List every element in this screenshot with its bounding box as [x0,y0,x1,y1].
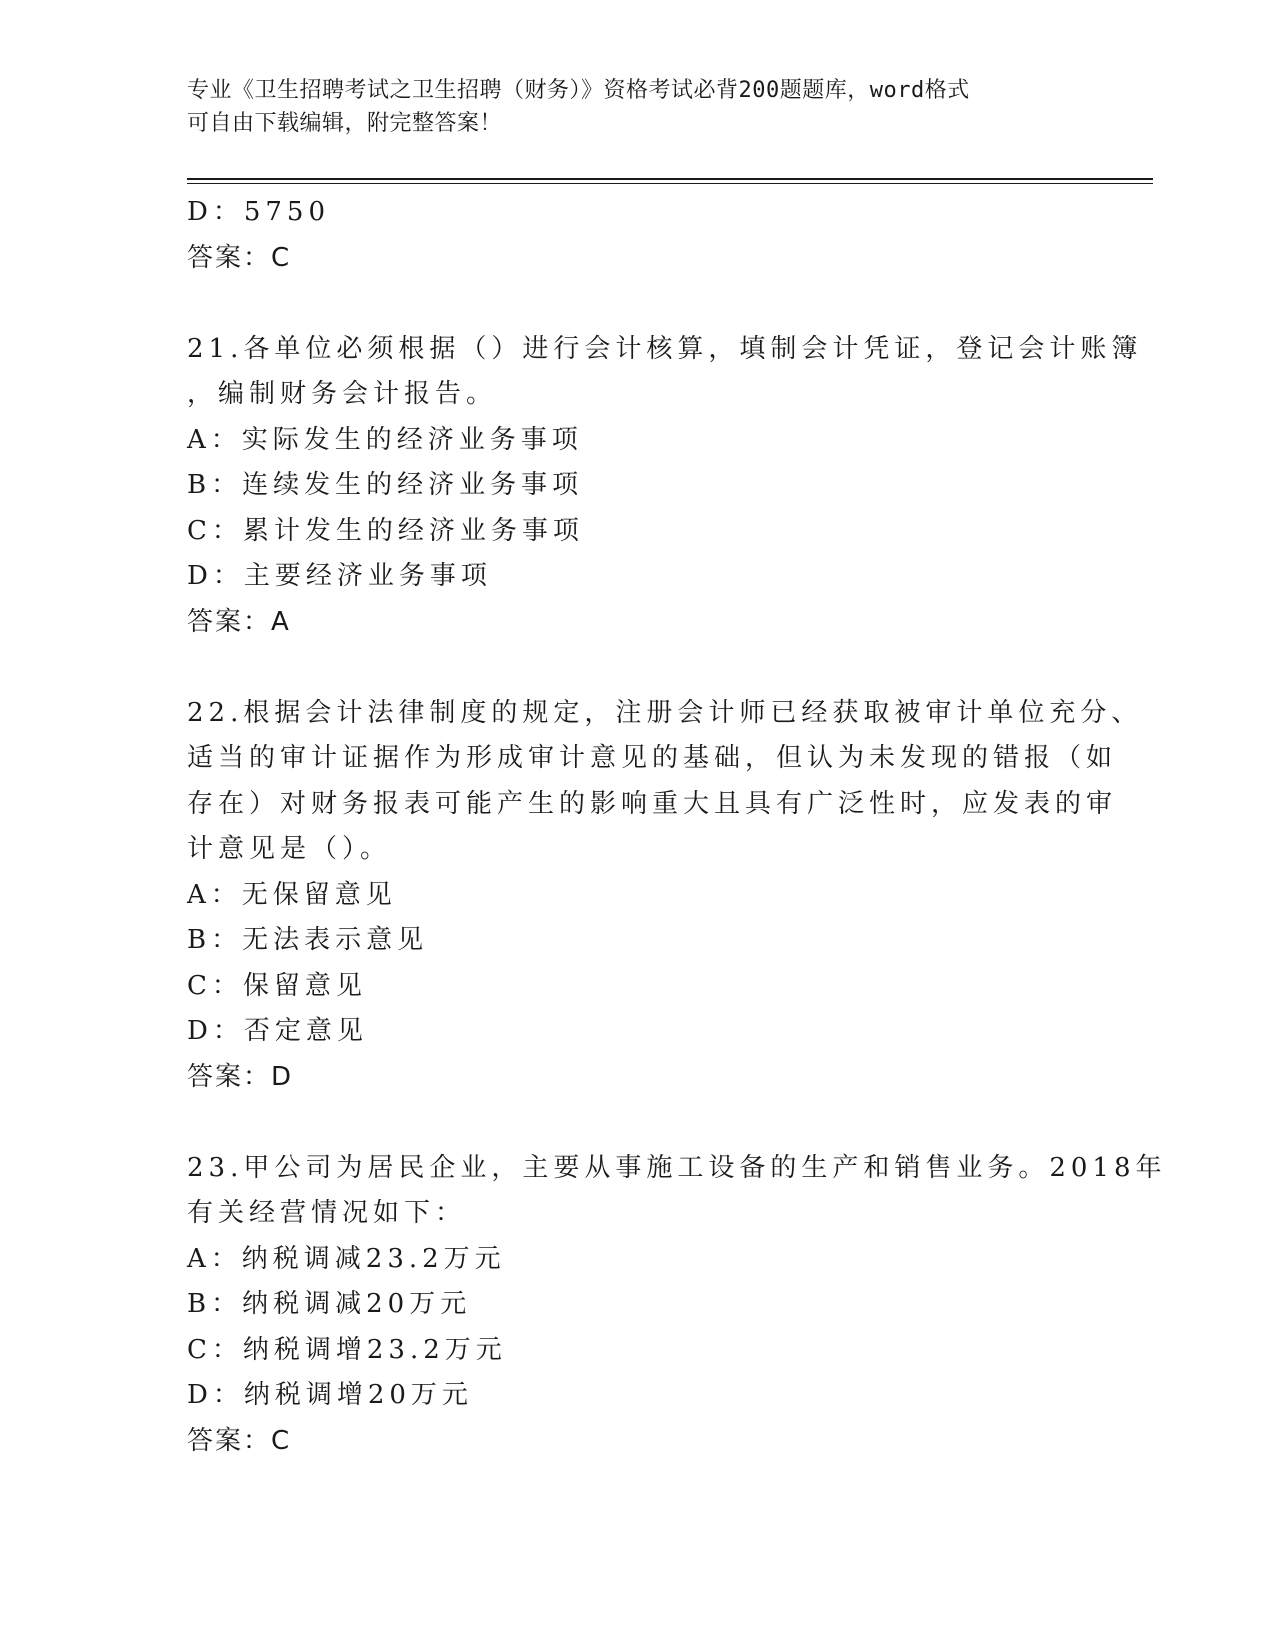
option-c: C：保留意见 [187,970,367,1001]
answer-line: 答案：C [187,1425,292,1456]
question-stem-line: ，编制财务会计报告。 [187,379,498,409]
option-d: D：5750 [187,197,331,227]
option-c: C：纳税调增23.2万元 [187,1334,507,1365]
answer-line: 答案：D [187,1061,294,1092]
option-b: B：无法表示意见 [187,925,429,955]
question-list [187,190,1167,1464]
header-rule-thin [187,183,1153,184]
question-stem-line: 22.根据会计法律制度的规定，注册会计师已经获取被审计单位充分、 [187,697,1143,728]
option-d: D：纳税调增20万元 [187,1380,473,1410]
question-stem-line: 23.甲公司为居民企业，主要从事施工设备的生产和销售业务。2018年 [187,1152,1167,1183]
option-a: A：实际发生的经济业务事项 [187,424,583,455]
question-22 [187,691,1143,1101]
question-20-tail [187,190,1087,281]
option-a: A：纳税调减23.2万元 [187,1243,506,1274]
answer-line: 答案：A [187,606,291,637]
question-stem-line: 存在）对财务报表可能产生的影响重大且具有广泛性时，应发表的审 [187,788,1118,819]
option-c: C：累计发生的经济业务事项 [187,515,584,546]
document-header [187,74,1067,140]
header-line-1: 专业《卫生招聘考试之卫生招聘（财务）》资格考试必背200题题库，word格式 [187,78,970,103]
question-stem-line: 适当的审计证据作为形成审计意见的基础，但认为未发现的错报（如 [187,743,1118,773]
header-line-2: 可自由下载编辑，附完整答案！ [187,111,503,136]
question-stem-line: 21.各单位必须根据（）进行会计核算，填制会计凭证，登记会计账簿 [187,333,1143,364]
option-b: B：连续发生的经济业务事项 [187,470,584,500]
question-stem-line: 计意见是（）。 [187,834,392,864]
question-23 [187,1146,1167,1465]
question-stem-line: 有关经营情况如下： [187,1198,467,1228]
option-a: A：无保留意见 [187,879,397,910]
option-b: B：纳税调减20万元 [187,1289,472,1319]
header-rule-thick [187,178,1153,180]
option-d: D：主要经济业务事项 [187,561,492,591]
option-d: D：否定意见 [187,1016,368,1046]
answer-line: 答案：C [187,242,292,273]
question-21 [187,327,1143,646]
